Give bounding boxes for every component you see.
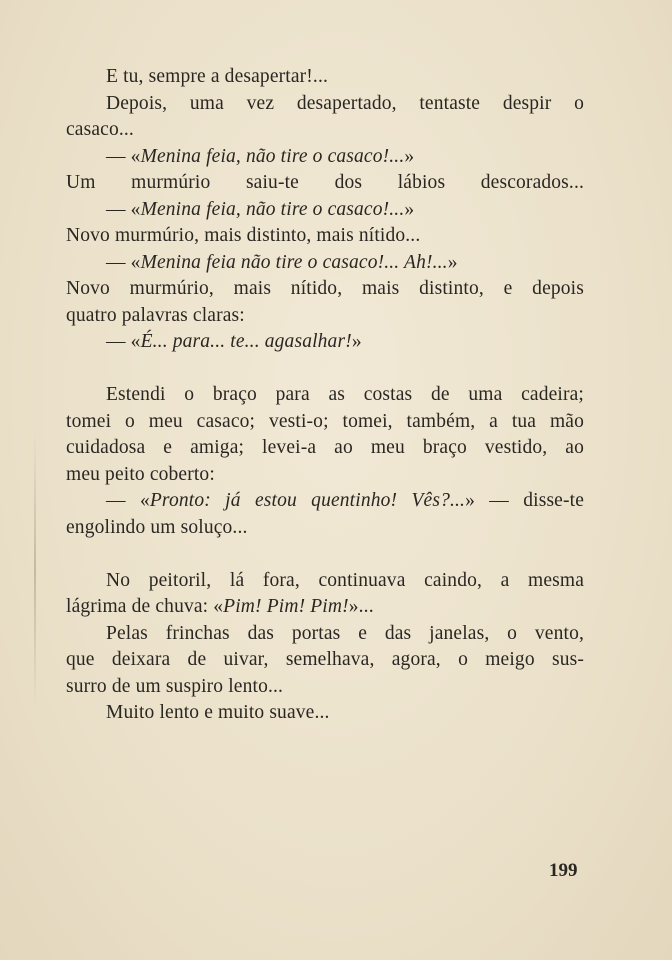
text-line [66, 144, 584, 171]
text-line [66, 170, 584, 197]
text-run: » [404, 145, 415, 167]
text-run: » [404, 198, 415, 220]
text-line [66, 435, 584, 462]
body-text [66, 64, 584, 727]
text-line [66, 594, 584, 621]
page-number: 199 [549, 860, 578, 881]
text-line [66, 223, 584, 250]
text-run: — « [106, 251, 141, 273]
italic-speech: Menina feia não tire o casaco!... Ah!... [140, 251, 448, 273]
text-run: — « [106, 198, 141, 220]
text-run: quatro palavras claras: [66, 304, 245, 326]
text-run: — « [106, 490, 150, 511]
text-line [66, 197, 584, 224]
text-line [66, 117, 584, 144]
text-line [66, 329, 584, 356]
text-line [66, 91, 584, 118]
text-run: Pelas frinchas das portas e das janelas, o vento, [106, 622, 584, 644]
text-line [66, 303, 584, 330]
text-line [66, 515, 584, 542]
text-run: surro de um suspiro lento... [66, 675, 284, 697]
text-run: — « [106, 145, 141, 167]
text-line [66, 488, 584, 515]
text-line [66, 700, 584, 727]
text-line [66, 647, 584, 674]
text-run: No peitoril, lá fora, continuava caindo, a mesma [106, 569, 584, 591]
page-fold-shadow [34, 430, 36, 710]
text-run: E tu, sempre a desapertar!... [106, 66, 329, 87]
text-line [66, 462, 584, 489]
text-run: Depois, uma vez desapertado, tentaste despir o [106, 92, 584, 114]
text-run: »... [348, 596, 374, 617]
italic-speech: Pim! Pim! Pim! [223, 596, 349, 617]
text-run: Muito lento e muito suave... [106, 702, 330, 723]
text-run: » [351, 331, 362, 352]
text-line [66, 568, 584, 595]
text-line [66, 250, 584, 277]
text-line [66, 382, 584, 409]
text-line [66, 674, 584, 701]
text-line [66, 64, 584, 91]
text-run: cuidadosa e amiga; levei-a ao meu braço vestido, ao [66, 437, 584, 458]
text-run: que deixara de uivar, semelhava, agora, o meigo sus- [66, 649, 584, 670]
text-line [66, 621, 584, 648]
text-run: engolindo um soluço... [66, 516, 248, 538]
text-run: lágrima de chuva: « [66, 596, 224, 617]
text-line [66, 409, 584, 436]
italic-speech: É... para... te... agasalhar! [140, 331, 352, 352]
text-line [66, 276, 584, 303]
text-run: tomei o meu casaco; vesti-o; tomei, também, a tua mão [66, 410, 584, 432]
text-run: Novo murmúrio, mais nítido, mais distinto, e depois [66, 278, 584, 299]
text-run: » [447, 251, 458, 273]
italic-speech: Menina feia, não tire o casaco!... [140, 145, 405, 167]
text-run: Um murmúrio saiu-te dos lábios descorados... [66, 172, 584, 193]
text-run: meu peito coberto: [66, 463, 215, 485]
paragraph-gap [66, 541, 584, 568]
text-run: Estendi o braço para as costas de uma cadeira; [106, 384, 584, 405]
text-run: casaco... [66, 119, 134, 140]
italic-speech: Menina feia, não tire o casaco!... [140, 198, 405, 220]
text-run: — « [106, 331, 141, 352]
text-run: » — disse-te [465, 490, 585, 511]
text-run: Novo murmúrio, mais distinto, mais nítido... [66, 225, 421, 246]
italic-speech: Pronto: já estou quentinho! Vês?... [149, 490, 466, 511]
paragraph-gap [66, 356, 584, 383]
